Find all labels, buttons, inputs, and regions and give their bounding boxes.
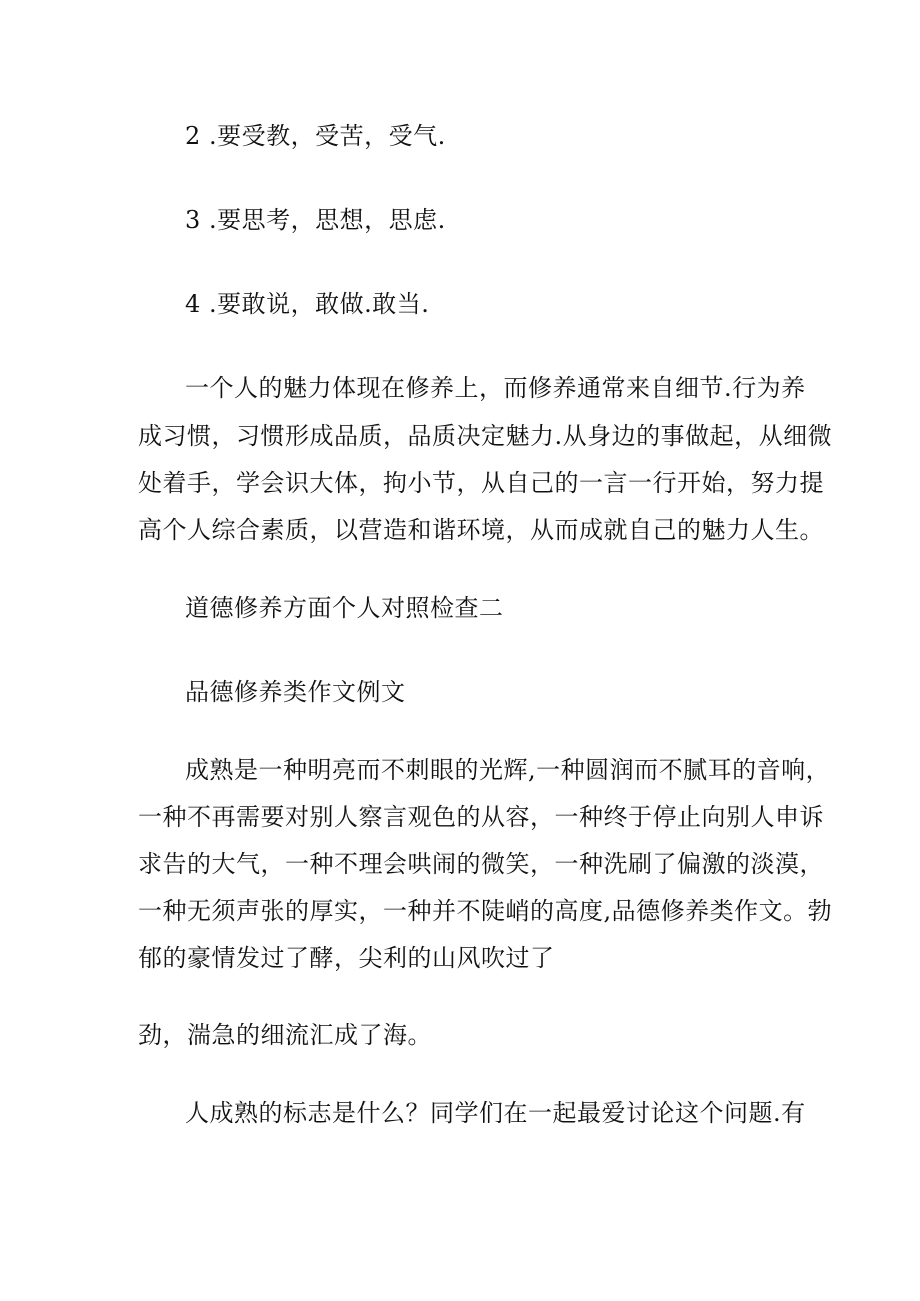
- list-item-text: .要思考，思想，思虑.: [209, 206, 446, 234]
- paragraph-line: 高个人综合素质，以营造和谐环境，从而成就自己的魅力人生。: [138, 516, 824, 544]
- section-heading: 品德修养类作文例文: [185, 678, 406, 706]
- list-item-number: 2: [185, 122, 201, 150]
- paragraph-line: 劲，湍急的细流汇成了海。: [138, 1021, 432, 1049]
- section-heading: 道德修养方面个人对照检查二: [185, 594, 504, 622]
- list-item: [185, 121, 446, 151]
- paragraph-line: 成习惯，习惯形成品质，品质决定魅力.从身边的事做起，从细微: [138, 422, 833, 450]
- paragraph-line: 处着手，学会识大体，拘小节，从自己的一言一行开始，努力提: [138, 469, 824, 497]
- paragraph-line: 人成熟的标志是什么？同学们在一起最爱讨论这个问题.有: [185, 1099, 806, 1127]
- list-item-text: .要敢说，敢做.敢当.: [209, 290, 430, 318]
- paragraph-line: 郁的豪情发过了酵，尖利的山风吹过了: [138, 944, 555, 972]
- list-item-text: .要受教，受苦，受气.: [209, 122, 446, 150]
- list-item: [185, 205, 446, 235]
- list-item-number: 3: [185, 206, 201, 234]
- paragraph-line: 成熟是一种明亮而不刺眼的光辉,一种圆润而不腻耳的音响，: [185, 756, 831, 784]
- paragraph-line: 一种不再需要对别人察言观色的从容，一种终于停止向别人申诉: [138, 803, 824, 831]
- paragraph-line: 一个人的魅力体现在修养上，而修养通常来自细节.行为养: [185, 374, 806, 402]
- list-item: [185, 289, 429, 319]
- paragraph-line: 求告的大气，一种不理会哄闹的微笑，一种洗刷了偏激的淡漠，: [138, 850, 824, 878]
- paragraph-line: 一种无须声张的厚实，一种并不陡峭的高度,品德修养类作文。勃: [138, 897, 833, 925]
- list-item-number: 4: [185, 290, 201, 318]
